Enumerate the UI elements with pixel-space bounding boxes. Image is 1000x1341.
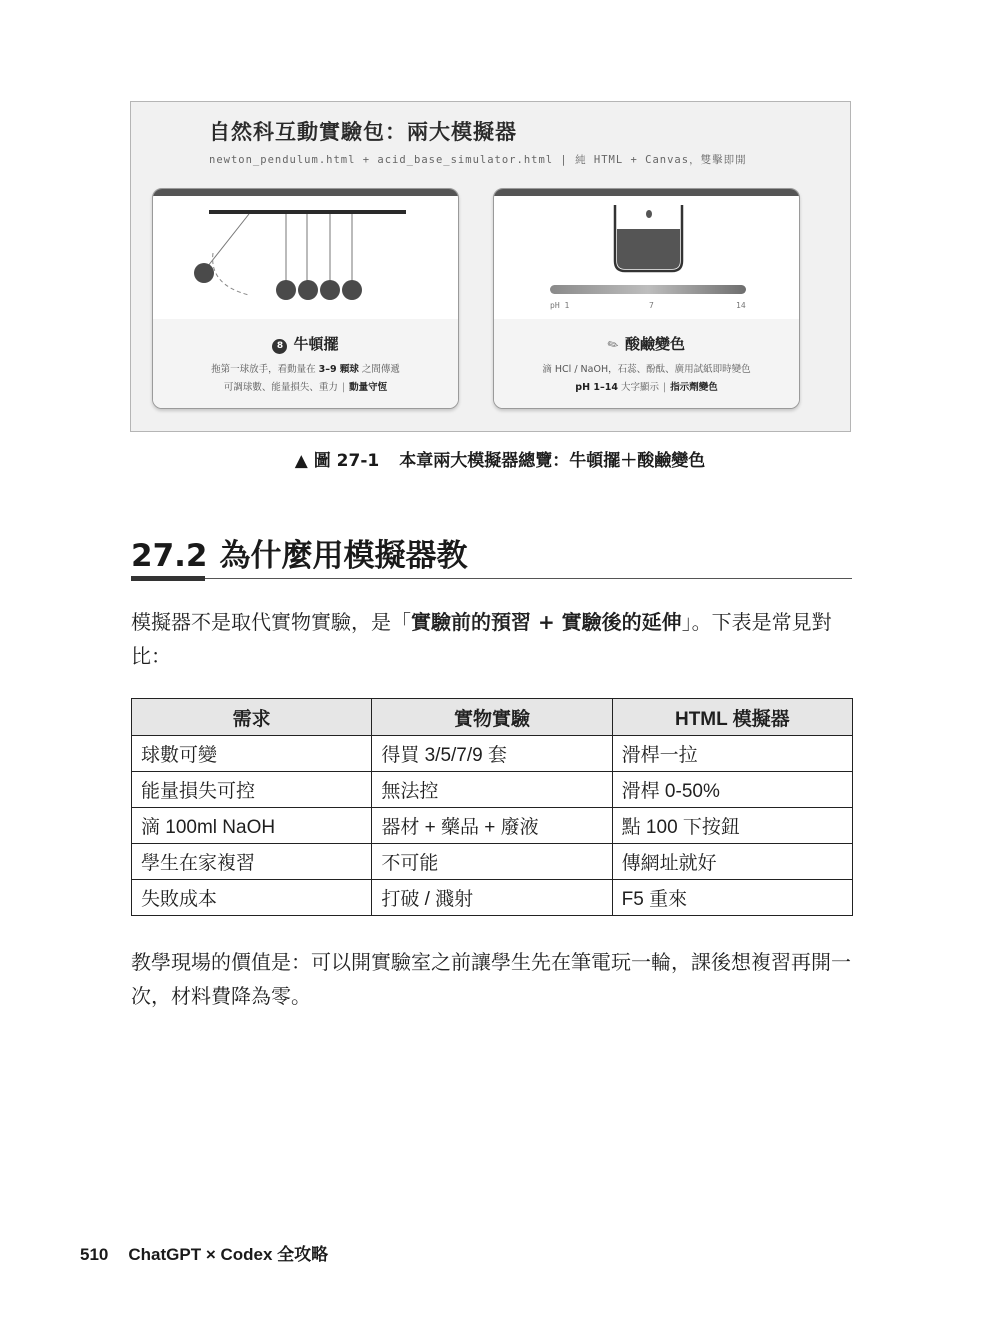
card-newton-pendulum (152, 188, 459, 409)
table-cell: 滑桿一拉 (612, 736, 852, 772)
card-title-text: 酸鹼變色 (624, 335, 685, 353)
card-title (494, 333, 799, 354)
section-number: 27.2 (131, 538, 208, 574)
table-cell: 球數可變 (132, 736, 372, 772)
card-description-line-2 (494, 379, 799, 393)
desc-text: 可調球數、能量損失、重力 (223, 382, 338, 393)
ph-scale-bar (550, 285, 746, 294)
desc-bold: 動量守恆 (349, 382, 388, 393)
figure-subtitle: newton_pendulum.html + acid_base_simulator.html | 純 HTML + Canvas，雙擊即開 (209, 154, 747, 166)
table-cell: 滴 100ml NaOH (132, 808, 372, 844)
number-badge-icon: 8 (272, 339, 287, 354)
newton-pendulum-illustration (153, 189, 459, 319)
table-cell: 點 100 下按鈕 (612, 808, 852, 844)
pendulum-ball-5 (342, 280, 362, 300)
table-cell: 能量損失可控 (132, 772, 372, 808)
card-description-line-2 (153, 379, 458, 393)
table-cell: 得買 3/5/7/9 套 (372, 736, 612, 772)
ph-label-14: 14 (736, 301, 746, 310)
table-cell: 傳網址就好 (612, 844, 852, 880)
comparison-table (131, 698, 853, 916)
heading-underline-accent (131, 576, 205, 581)
ph-label-7: 7 (649, 301, 654, 310)
table-row (132, 808, 853, 844)
book-title: ChatGPT × Codex 全攻略 (128, 1245, 329, 1264)
table-row (132, 844, 853, 880)
pendulum-ball-3 (298, 280, 318, 300)
table-header-cell: 實物實驗 (372, 699, 612, 736)
card-title-text: 牛頓擺 (293, 335, 339, 353)
desc-bold: pH 1–14 (575, 382, 618, 393)
para-bold: 實驗前的預習 + 實驗後的延伸 (411, 610, 682, 634)
desc-text: 拖第一球放手，看動量在 (211, 364, 316, 375)
pendulum-ball-1 (194, 263, 214, 283)
table-row (132, 736, 853, 772)
desc-separator: | (341, 382, 346, 393)
card-description-line-1: 滴 HCl / NaOH，石蕊、酚酞、廣用試紙即時變色 (542, 364, 751, 375)
figure-caption-number: ▲ 圖 27-1 (294, 451, 380, 471)
para-text: 模擬器不是取代實物實驗，是「 (131, 610, 411, 634)
swing-arc (213, 253, 249, 295)
card-description-line-1 (153, 361, 458, 375)
paragraph-intro (131, 605, 856, 673)
desc-separator: | (662, 382, 667, 393)
table-row (132, 772, 853, 808)
section-heading (131, 530, 468, 575)
table-header-cell: 需求 (132, 699, 372, 736)
desc-text: 大字顯示 (620, 382, 659, 393)
paragraph-value: 教學現場的價值是：可以開實驗室之前讓學生先在筆電玩一輪，課後想複習再開一次，材料費降為零。 (131, 950, 851, 1008)
para-text: 」。下表是常見對比： (131, 610, 832, 668)
figure-caption-text: 本章兩大模擬器總覽：牛頓擺＋酸鹼變色 (399, 451, 706, 471)
table-row (132, 880, 853, 916)
desc-text: 之間傳遞 (361, 364, 400, 375)
drop-icon (646, 210, 652, 218)
card-acid-base (493, 188, 800, 409)
table-cell: 打破 / 濺射 (372, 880, 612, 916)
pendulum-ball-4 (320, 280, 340, 300)
table-header-row (132, 699, 853, 736)
table-cell: 學生在家複習 (132, 844, 372, 880)
page-number: 510 (80, 1245, 109, 1264)
figure-title: 自然科互動實驗包：兩大模擬器 (209, 120, 517, 144)
pipette-icon: ✎ (605, 336, 622, 355)
beaker-liquid (617, 229, 680, 269)
table-cell: 滑桿 0-50% (612, 772, 852, 808)
card-caption-area (494, 319, 799, 409)
ph-label-1: pH 1 (550, 301, 570, 310)
pendulum-ball-2 (276, 280, 296, 300)
page-footer (80, 1240, 328, 1265)
pendulum-top-bar (209, 210, 406, 214)
figure-27-1 (130, 101, 851, 432)
heading-underline (131, 578, 852, 579)
section-title: 為什麼用模擬器教 (219, 538, 468, 574)
pendulum-string-1 (204, 214, 249, 271)
table-cell: F5 重來 (612, 880, 852, 916)
card-title (153, 333, 458, 354)
table-cell: 不可能 (372, 844, 612, 880)
figure-caption (0, 446, 1000, 471)
desc-bold: 3–9 顆球 (318, 364, 359, 375)
table-cell: 器材 + 藥品 + 廢液 (372, 808, 612, 844)
table-header-cell: HTML 模擬器 (612, 699, 852, 736)
desc-bold: 指示劑變色 (670, 382, 718, 393)
table-cell: 無法控 (372, 772, 612, 808)
beaker-illustration (494, 189, 800, 319)
card-caption-area (153, 319, 458, 409)
table-cell: 失敗成本 (132, 880, 372, 916)
